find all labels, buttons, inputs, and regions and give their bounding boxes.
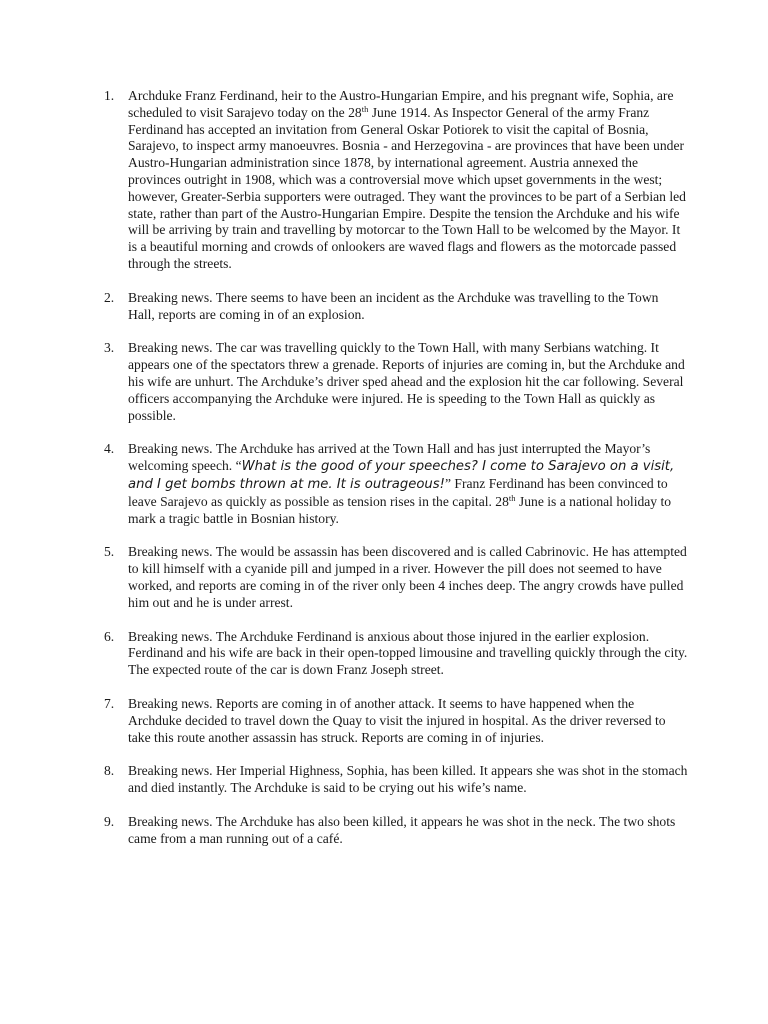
item-text-part: June 1914. As Inspector General of the army Franz Ferdinand has accepted an invitation from General Oskar Potiorek to visit the capital of Bosnia, Sarajevo, to inspect army manoeuvres. Bosnia - and Herzegovina - are provinces that have been under Austro-Hungarian administration since 1878, by international agreement. Austria annexed the provinces outright in 1908, which was a controversial move which upset governments in the west; however, Greater-Serbia supporters were outraged. They want the provinces to be part of a Serbian led state, rather than part of the Austro-Hungarian Empire. Despite the tension the Archduke and his wife will be arriving by train and travelling by motorcar to the Town Hall to be welcomed by the Mayor. It is a beautiful morning and crowds of onlookers are waved flags and flowers as the motorcade passed through the streets. — [128, 104, 686, 271]
item-text-part: Breaking news. The Archduke has arrived at the Town Hall and has just interrupted the Mayor’s welcoming speech. “ — [128, 441, 651, 474]
item-number: 3. — [104, 340, 115, 356]
list-item-4 — [104, 441, 688, 527]
item-text — [128, 441, 674, 525]
list-item-5 — [104, 544, 688, 611]
item-number: 8. — [104, 763, 115, 779]
item-text: Breaking news. The car was travelling quickly to the Town Hall, with many Serbians watching. It appears one of the spectators threw a grenade. Reports of injuries are coming in, but the Archduke and his wife are unhurt. The Archduke’s driver sped ahead and the explosion hit the car following. Several officers accompanying the Archduke were injured. He is speeding to the Town Hall as quickly as possible. — [128, 340, 685, 423]
list-item-2 — [104, 290, 688, 324]
item-text: Breaking news. Reports are coming in of another attack. It seems to have happened when the Archduke decided to travel down the Quay to visit the injured in hospital. As the driver reversed to take this route another assassin has struck. Reports are coming in of injuries. — [128, 695, 666, 745]
item-number: 9. — [104, 813, 115, 829]
list-item-3 — [104, 340, 688, 424]
list-item-6 — [104, 629, 688, 679]
list-item-8 — [104, 763, 688, 797]
list-item-1 — [104, 88, 688, 273]
item-number: 6. — [104, 628, 115, 644]
quotation: What is the good of your speeches? I come to Sarajevo on a visit, and I get bombs thrown at me. It is outrageous! — [128, 459, 675, 492]
list-item-9 — [104, 814, 688, 848]
ordinal-suffix: th — [361, 103, 369, 114]
item-text-part: ” Franz Ferdinand has been convinced to leave Sarajevo as quickly as possible as tension rises in the capital. 28 — [128, 475, 668, 509]
ordinal-suffix: th — [508, 492, 516, 503]
item-text-part: June is a national holiday to mark a tragic battle in Bosnian history. — [128, 493, 672, 526]
item-text: Breaking news. The Archduke Ferdinand is anxious about those injured in the earlier explosion. Ferdinand and his wife are back in their open-topped limousine and travelling quickly through the city. The expected route of the car is down Franz Joseph street. — [128, 628, 688, 678]
item-number: 4. — [104, 441, 115, 457]
item-text: Breaking news. There seems to have been an incident as the Archduke was travelling to the Town Hall, reports are coming in of an explosion. — [128, 289, 659, 322]
item-text: Breaking news. The would be assassin has been discovered and is called Cabrinovic. He has attempted to kill himself with a cyanide pill and jumped in a river. However the pill does not seemed to have worked, and reports are coming in of the river only been 4 inches deep. The angry crowds have pulled him out and he is under arrest. — [128, 544, 687, 610]
item-text: Breaking news. Her Imperial Highness, Sophia, has been killed. It appears she was shot in the stomach and died instantly. The Archduke is said to be crying out his wife’s name. — [128, 763, 688, 796]
item-text-part: Archduke Franz Ferdinand, heir to the Austro-Hungarian Empire, and his pregnant wife, Sophia, are scheduled to visit Sarajevo today on the 28 — [128, 88, 674, 120]
item-number: 2. — [104, 289, 115, 305]
item-text: Breaking news. The Archduke has also been killed, it appears he was shot in the neck. The two shots came from a man running out of a café. — [128, 813, 676, 846]
item-number: 5. — [104, 544, 115, 560]
item-text — [128, 88, 686, 271]
item-number: 7. — [104, 695, 115, 711]
item-number: 1. — [104, 88, 115, 103]
list-item-7 — [104, 696, 688, 746]
news-list — [104, 88, 688, 864]
